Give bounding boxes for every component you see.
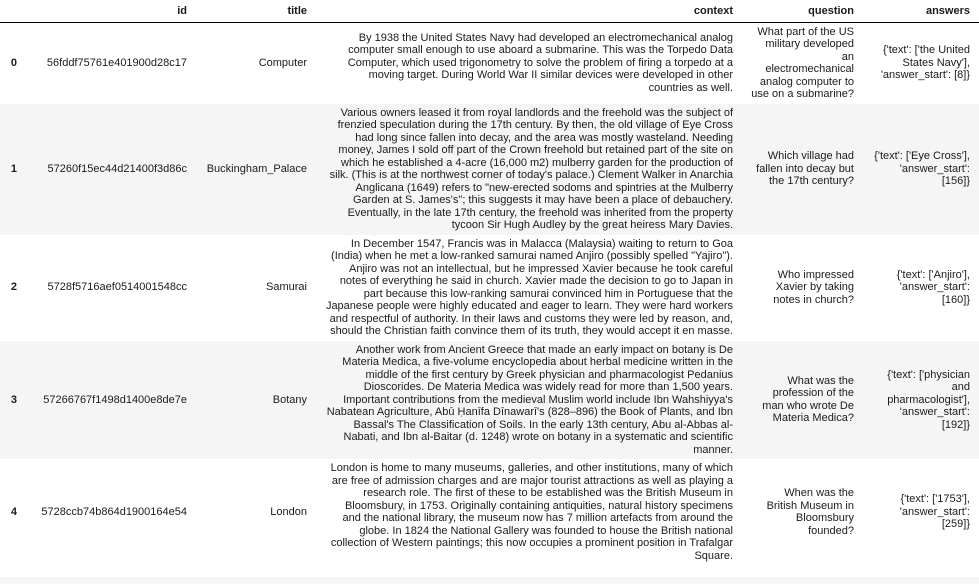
column-header-question: question [742, 0, 863, 22]
cell-title: Buckingham_Palace [206, 162, 307, 175]
cell-context: London is home to many museums, galleries, and other institutions, many of which are free of admission charges and are major tourist attractions as well as playing a research role. The first of these to be established was the British Museum in Bloomsbury, in 1753. Originally containing antiquities, natural history specimens and the national library, the museum now has 7 million artefacts from around the globe. In 1824 the National Gallery was founded to house the British national collection of Western paintings; this now occupies a prominent position in Trafalgar Square. [330, 462, 733, 562]
cell-id: 57260f15ec44d21400f3d86c [47, 162, 187, 175]
table-row [0, 341, 979, 460]
column-header-id: id [26, 0, 196, 22]
table-row [0, 22, 979, 104]
cell-answers: {'text': ['physician and pharmacologist'], 'answer_start': [192]} [887, 368, 970, 431]
cell-id: 57266767f1498d1400e8de7e [43, 393, 187, 406]
table-body [0, 22, 979, 565]
table-row [0, 104, 979, 235]
cell-title: Botany [272, 393, 307, 406]
cell-id: 5728ccb74b864d1900164e54 [41, 505, 187, 518]
row-index: 1 [10, 162, 17, 175]
cell-context: By 1938 the United States Navy had developed an electromechanical analog computer small enough to use aboard a submarine. This was the Torpedo Data Computer, which used trigonometry to solve the problem of firing a torpedo at a moving target. During World War II similar devices were developed in other countries as well. [347, 31, 733, 94]
cell-context: Various owners leased it from royal landlords and the freehold was the subject of frenzied speculation during the 17th century. By then, the old village of Eye Cross had long since fallen into decay, and the area was mostly wasteland. Needing money, James I sold off part of the Crown freehold but retained part of the site on which he established a 4-acre (16,000 m2) mulberry garden for the production of silk. (This is at the northwest corner of today's palace.) Clement Walker in Anarchia Anglicana (1649) refers to "new-erected sodoms and spintries at the Mulberry Garden at S. James's"; this suggests it may have been a place of debauchery. Eventually, in the late 17th century, the freehold was inherited from the property tycoon Sir Hugh Audley by the great heiress Mary Davies. [329, 106, 733, 231]
table-row [0, 235, 979, 341]
cell-answers: {'text': ['Eye Cross'], 'answer_start': [156]} [874, 150, 970, 188]
row-index: 0 [10, 56, 17, 69]
partial-next-row-stripe [0, 577, 979, 584]
header-row [0, 0, 979, 22]
cell-question: Who impressed Xavier by taking notes in church? [773, 268, 854, 306]
row-index: 2 [10, 281, 17, 294]
cell-title: Computer [258, 56, 307, 69]
cell-id: 5728f5716aef0514001548cc [47, 281, 187, 294]
cell-context: Another work from Ancient Greece that made an early impact on botany is De Materia Medica, a five-volume encyclopedia about herbal medicine written in the middle of the first century by Greek physician and pharmacologist Pedanius Dioscorides. De Materia Medica was widely read for more than 1,500 years. Important contributions from the medieval Muslim world include Ibn Wahshiyya's Nabatean Agriculture, Abū Ḥanīfa Dīnawarī's (828–896) the Book of Plants, and Ibn Bassal's The Classification of Soils. In the early 13th century, Abu al-Abbas al-Nabati, and Ibn al-Baitar (d. 1248) wrote on botany in a systematic and scientific manner. [326, 343, 733, 456]
cell-question: Which village had fallen into decay but the 17th century? [756, 150, 854, 188]
cell-answers: {'text': ['1753'], 'answer_start': [259]} [899, 493, 970, 531]
cell-id: 56fddf75761e401900d28c17 [46, 56, 187, 69]
cell-title: London [270, 505, 307, 518]
cell-question: When was the British Museum in Bloomsbury founded? [766, 487, 854, 537]
cell-answers: {'text': ['Anjiro'], 'answer_start': [160]} [896, 268, 970, 306]
column-header-context: context [316, 0, 742, 22]
cell-answers: {'text': ['the United States Navy'], 'answer_start': [8]} [880, 44, 970, 82]
column-header-index [0, 0, 26, 22]
cell-context: In December 1547, Francis was in Malacca (Malaysia) waiting to return to Goa (India) when he met a low-ranked samurai named Anjiro (possibly spelled "Yajiro"). Anjiro was not an intellectual, but he impressed Xavier because he took careful notes of everything he said in church. Xavier made the decision to go to Japan in part because this low-ranking samurai convinced him in Portuguese that the Japanese people were highly educated and eager to learn. They were hard workers and respectful of authority. In their laws and customs they were led by reason, and, should the Christian faith convince them of its truth, they would accept it en masse. [325, 237, 733, 337]
column-header-answers: answers [863, 0, 979, 22]
cell-question: What part of the US military developed an electromechanical analog computer to use on a submarine? [751, 25, 854, 100]
cell-question: What was the profession of the man who wrote De Materia Medica? [762, 374, 854, 425]
row-index: 4 [10, 505, 17, 518]
cell-title: Samurai [266, 281, 307, 294]
column-header-title: title [196, 0, 316, 22]
table-header [0, 0, 979, 22]
table-row [0, 459, 979, 565]
row-index: 3 [10, 393, 17, 406]
